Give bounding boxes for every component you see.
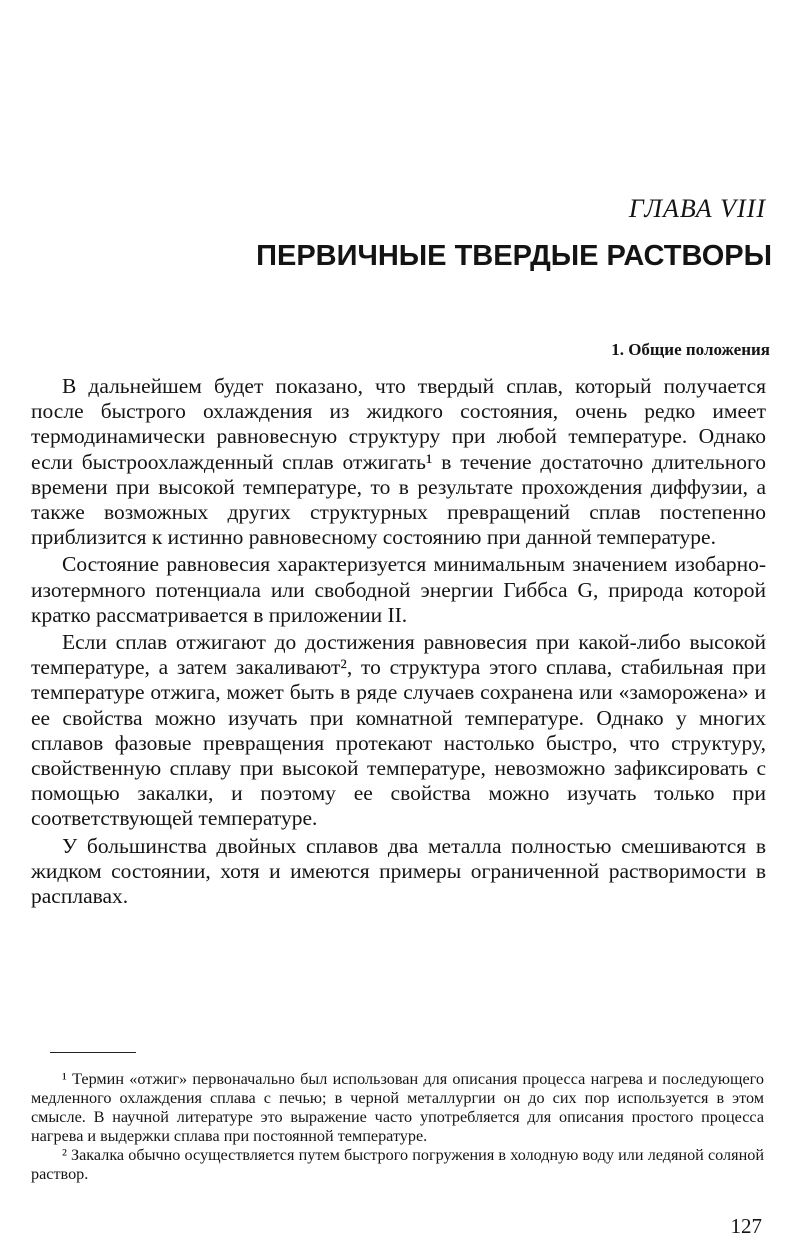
body-text	[31, 374, 766, 911]
page-number: 127	[730, 1214, 762, 1238]
paragraph: У большинства двойных сплавов два металла полностью смешиваются в жидком состоянии, хотя и имеются примеры ограниченной растворимости в расплавах.	[31, 833, 766, 909]
footnote: ² Закалка обычно осуществляется путем быстрого погружения в холодную воду или ледяной соляной раствор.	[31, 1146, 764, 1183]
chapter-title: ПЕРВИЧНЫЕ ТВЕРДЫЕ РАСТВОРЫ	[256, 240, 772, 272]
section-heading: 1. Общие положения	[611, 340, 770, 359]
paragraph: Состояние равновесия характеризуется минимальным значением изобарно-изотермного потенциала или свободной энергии Гиббса G, природа которой кратко рассматривается в приложении II.	[31, 552, 766, 627]
footnote-divider	[50, 1052, 136, 1053]
footnote: ¹ Термин «отжиг» первоначально был использован для описания процесса нагрева и последующего медленного охлаждения сплава с печью; в черной металлургии он до сих пор используется в этом смысле. В научной литературе это выражение часто употребляется для описания простого процесса нагрева и выдержки сплава при постоянной температуре.	[31, 1070, 764, 1145]
footnotes	[31, 1070, 764, 1184]
chapter-label: ГЛАВА VIII	[628, 194, 766, 223]
paragraph: В дальнейшем будет показано, что твердый сплав, который получается после быстрого охлаждения из жидкого состояния, очень редко имеет термодинамически равновесную структуру при любой температуре. Однако если быстроохлажденный сплав отжигать¹ в течение достаточно длительного времени при высокой температуре, то в результате прохождения диффузии, а также возможных других структурных превращений сплав постепенно приблизится к истинно равновесному состоянию при данной температуре.	[31, 374, 766, 550]
paragraph: Если сплав отжигают до достижения равновесия при какой-либо высокой температуре, а затем закаливают², то структура этого сплава, стабильная при температуре отжига, может быть в ряде случаев сохранена или «заморожена» и ее свойства можно изучать при комнатной температуре. Однако у многих сплавов фазовые превращения протекают настолько быстро, что структуру, свойственную сплаву при высокой температуре, невозможно зафиксировать с помощью закалки, и поэтому ее свойства можно изучать только при соответствующей температуре.	[31, 630, 766, 831]
